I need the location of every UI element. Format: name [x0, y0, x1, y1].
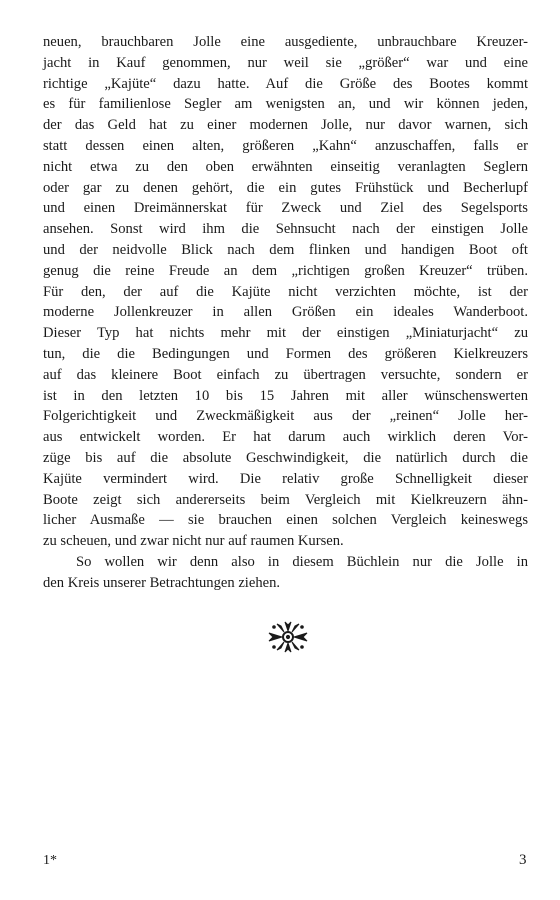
text-line: jacht in Kauf genommen, nur weil sie „größer“ war und eine [43, 54, 528, 71]
text-line: Boote zeigt sich andererseits beim Vergleich mit Kielkreuzern ähn- [43, 491, 528, 508]
text-line: es für familienlose Segler am wenigsten an, und wir können jeden, [43, 96, 528, 113]
text-line: Kajüte vermindert wird. Die relativ große Schnelligkeit dieser [43, 470, 528, 487]
signature-mark: 1* [43, 853, 57, 868]
text-line: und einen Dreimännerskat für Zweck und Ziel des Segelsports [43, 200, 528, 217]
text-line: oder gar zu denen gehört, die ein gutes Frühstück und Becherlupf [43, 179, 528, 196]
text-line: statt dessen einen alten, größeren „Kahn“ anzuschaffen, falls er [43, 137, 528, 154]
text-line: ist in den letzten 10 bis 15 Jahren mit aller wünschenswerten [43, 387, 528, 404]
page-number: 3 [519, 852, 527, 868]
text-line: richtige „Kajüte“ dazu hatte. Auf die Größe des Bootes kommt [43, 75, 528, 92]
text-line: neuen, brauchbaren Jolle eine ausgediente, unbrauchbare Kreuzer- [43, 34, 528, 50]
text-line: moderne Jollenkreuzer in allen Größen ein ideales Wanderboot. [43, 304, 528, 321]
text-line: So wollen wir denn also in diesem Büchlein nur die Jolle in [76, 553, 528, 570]
text-line: licher Ausmaße — sie brauchen einen solchen Vergleich keineswegs [43, 512, 528, 529]
text-line: genug die reine Freude an dem „richtigen großen Kreuzer“ trüben. [43, 262, 528, 279]
text-line: der das Geld hat zu einer modernen Jolle, nur davor warnen, sich [43, 117, 528, 134]
paragraph-2 [43, 552, 528, 594]
text-line: zu scheuen, und zwar nicht nur auf raumen Kursen. [43, 533, 344, 550]
text-line: tun, die die Bedingungen und Formen des größeren Kielkreuzers [43, 345, 528, 362]
text-line: den Kreis unserer Betrachtungen ziehen. [43, 574, 281, 591]
text-line: nicht etwa zu den oben erwähnten einseitig veranlagten Seglern [43, 158, 528, 175]
text-line: ansehen. Sonst wird ihm die Sehnsucht nach der einstigen Jolle [43, 221, 528, 238]
text-line: züge bis auf die absolute Geschwindigkeit, die natürlich durch die [43, 449, 528, 466]
paragraph-1 [43, 32, 528, 552]
text-line: Folgerichtigkeit und Zweckmäßigkeit aus der „reinen“ Jolle her- [43, 408, 528, 425]
floral-ornament-icon [266, 618, 310, 656]
text-line: Für den, der auf die Kajüte nicht verzichten möchte, ist der [43, 283, 528, 300]
text-line: Dieser Typ hat nichts mehr mit der einstigen „Miniaturjacht“ zu [43, 325, 528, 342]
text-line: und der neidvolle Blick nach dem flinken und handigen Boot oft [43, 241, 528, 258]
body-text [43, 32, 528, 594]
text-line: auf das kleinere Boot einfach zu übertragen versuchte, sondern er [43, 366, 528, 383]
text-line: aus entwickelt worden. Er hat darum auch wirklich deren Vor- [43, 429, 528, 446]
